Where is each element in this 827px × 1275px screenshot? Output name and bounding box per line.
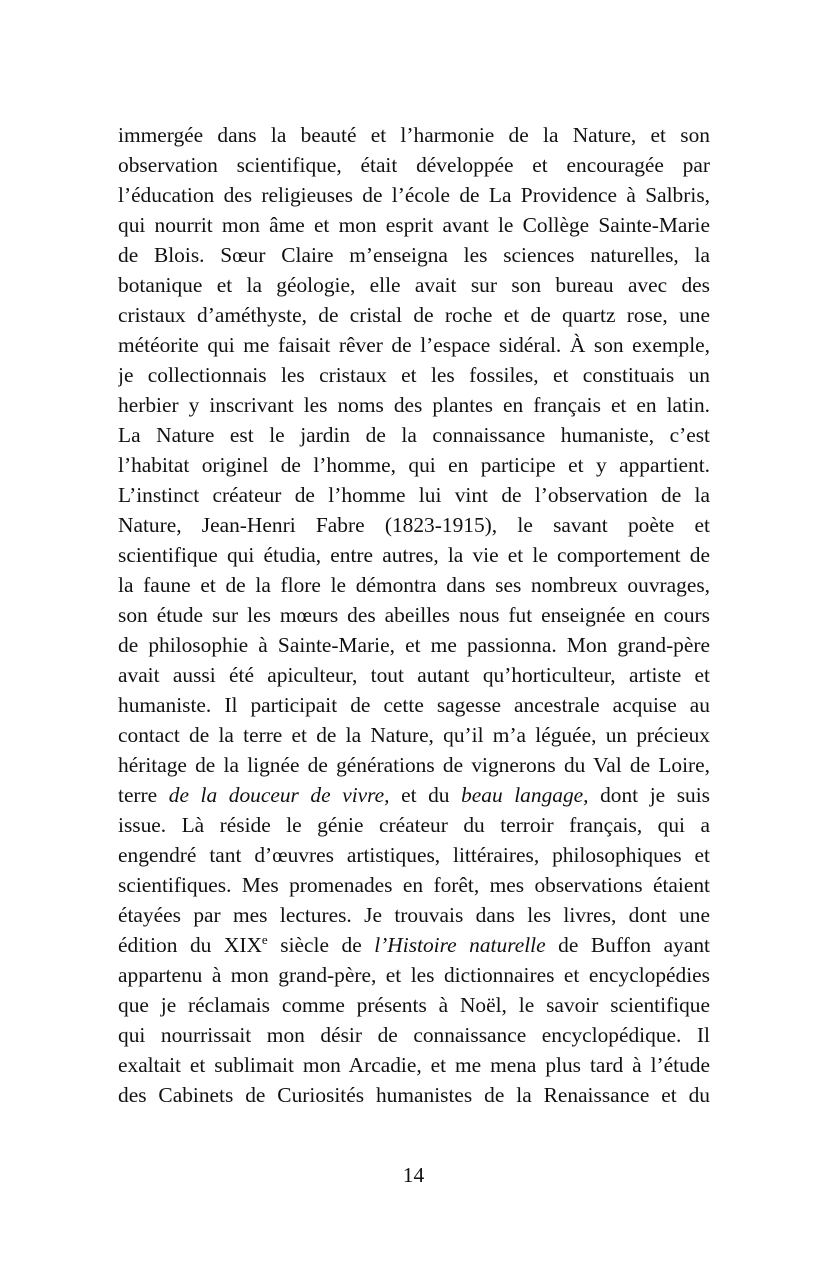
text-segment: observation scientifique, était développée et encouragée par: [118, 153, 710, 177]
text-segment: avait aussi été apiculteur, tout autant qu’horticulteur, artiste et: [118, 663, 710, 687]
text-segment: L’instinct créateur de l’homme lui vint de l’observation de la: [118, 483, 710, 507]
text-line: [118, 630, 710, 660]
text-line: [118, 180, 710, 210]
text-line: [118, 540, 710, 570]
text-line: [118, 210, 710, 240]
text-segment: herbier y inscrivant les noms des plantes en français et en latin.: [118, 393, 710, 417]
text-line: [118, 240, 710, 270]
text-segment: terre: [118, 783, 169, 807]
text-line: [118, 480, 710, 510]
text-line: [118, 1050, 710, 1080]
italic-text: beau langage,: [461, 783, 589, 807]
page-number: 14: [402, 1163, 425, 1187]
body-text: [118, 120, 710, 1110]
text-segment: météorite qui me faisait rêver de l’espace sidéral. À son exemple,: [118, 333, 710, 357]
text-line: [118, 300, 710, 330]
italic-text: l’Histoire naturelle: [374, 933, 546, 957]
text-segment: botanique et la géologie, elle avait sur son bureau avec des: [118, 273, 710, 297]
text-line: [118, 330, 710, 360]
text-segment: qui nourrit mon âme et mon esprit avant le Collège Sainte-Marie: [118, 213, 710, 237]
text-line: [118, 870, 710, 900]
text-segment: immergée dans la beauté et l’harmonie de la Nature, et son: [118, 123, 710, 147]
text-segment: et du: [389, 783, 462, 807]
italic-text: de la douceur de vivre,: [168, 783, 390, 807]
text-segment: je collectionnais les cristaux et les fossiles, et constituais un: [118, 363, 710, 387]
text-line: [118, 960, 710, 990]
text-line: [118, 450, 710, 480]
text-segment: édition du XIX: [118, 933, 262, 957]
text-segment: appartenu à mon grand-père, et les dictionnaires et encyclopédies: [118, 963, 710, 987]
text-line: [118, 510, 710, 540]
text-line: [118, 930, 710, 960]
text-line: [118, 570, 710, 600]
text-line: [118, 270, 710, 300]
text-segment: étayées par mes lectures. Je trouvais dans les livres, dont une: [118, 903, 710, 927]
text-line: [118, 390, 710, 420]
text-line: [118, 660, 710, 690]
text-segment: de Buffon ayant: [545, 933, 710, 957]
text-line: [118, 840, 710, 870]
text-line: [118, 720, 710, 750]
text-line: [118, 690, 710, 720]
text-segment: l’habitat originel de l’homme, qui en participe et y appartient.: [118, 453, 710, 477]
text-segment: son étude sur les mœurs des abeilles nous fut enseignée en cours: [118, 603, 710, 627]
text-segment: siècle de: [267, 933, 375, 957]
text-segment: scientifique qui étudia, entre autres, la vie et le comportement de: [118, 543, 710, 567]
text-segment: qui nourrissait mon désir de connaissance encyclopédique. Il: [118, 1023, 710, 1047]
text-segment: humaniste. Il participait de cette sagesse ancestrale acquise au: [118, 693, 710, 717]
text-line: [118, 900, 710, 930]
text-segment: que je réclamais comme présents à Noël, le savoir scientifique: [118, 993, 710, 1017]
text-line: [118, 360, 710, 390]
text-segment: engendré tant d’œuvres artistiques, littéraires, philosophiques et: [118, 843, 710, 867]
text-line: [118, 750, 710, 780]
text-segment: cristaux d’améthyste, de cristal de roche et de quartz rose, une: [118, 303, 710, 327]
text-segment: dont je suis: [588, 783, 710, 807]
superscript-text: e: [261, 931, 268, 947]
text-segment: héritage de la lignée de générations de vignerons du Val de Loire,: [118, 753, 710, 777]
text-line: [118, 990, 710, 1020]
text-line: [118, 810, 710, 840]
text-segment: de philosophie à Sainte-Marie, et me passionna. Mon grand-père: [118, 633, 710, 657]
text-segment: La Nature est le jardin de la connaissance humaniste, c’est: [118, 423, 710, 447]
text-segment: des Cabinets de Curiosités humanistes de la Renaissance et du: [118, 1083, 710, 1107]
text-segment: l’éducation des religieuses de l’école de La Providence à Salbris,: [118, 183, 710, 207]
text-segment: de Blois. Sœur Claire m’enseigna les sciences naturelles, la: [118, 243, 710, 267]
text-line: [118, 1020, 710, 1050]
text-segment: scientifiques. Mes promenades en forêt, mes observations étaient: [118, 873, 710, 897]
text-line: [118, 420, 710, 450]
text-line: [118, 780, 710, 810]
text-segment: issue. Là réside le génie créateur du terroir français, qui a: [118, 813, 710, 837]
text-segment: la faune et de la flore le démontra dans ses nombreux ouvrages,: [118, 573, 710, 597]
text-segment: exaltait et sublimait mon Arcadie, et me mena plus tard à l’étude: [118, 1053, 710, 1077]
text-segment: contact de la terre et de la Nature, qu’il m’a léguée, un précieux: [118, 723, 710, 747]
text-segment: Nature, Jean-Henri Fabre (1823-1915), le savant poète et: [118, 513, 710, 537]
text-line: [118, 120, 710, 150]
text-line: [118, 600, 710, 630]
text-line: [118, 1080, 710, 1110]
text-line: [118, 150, 710, 180]
